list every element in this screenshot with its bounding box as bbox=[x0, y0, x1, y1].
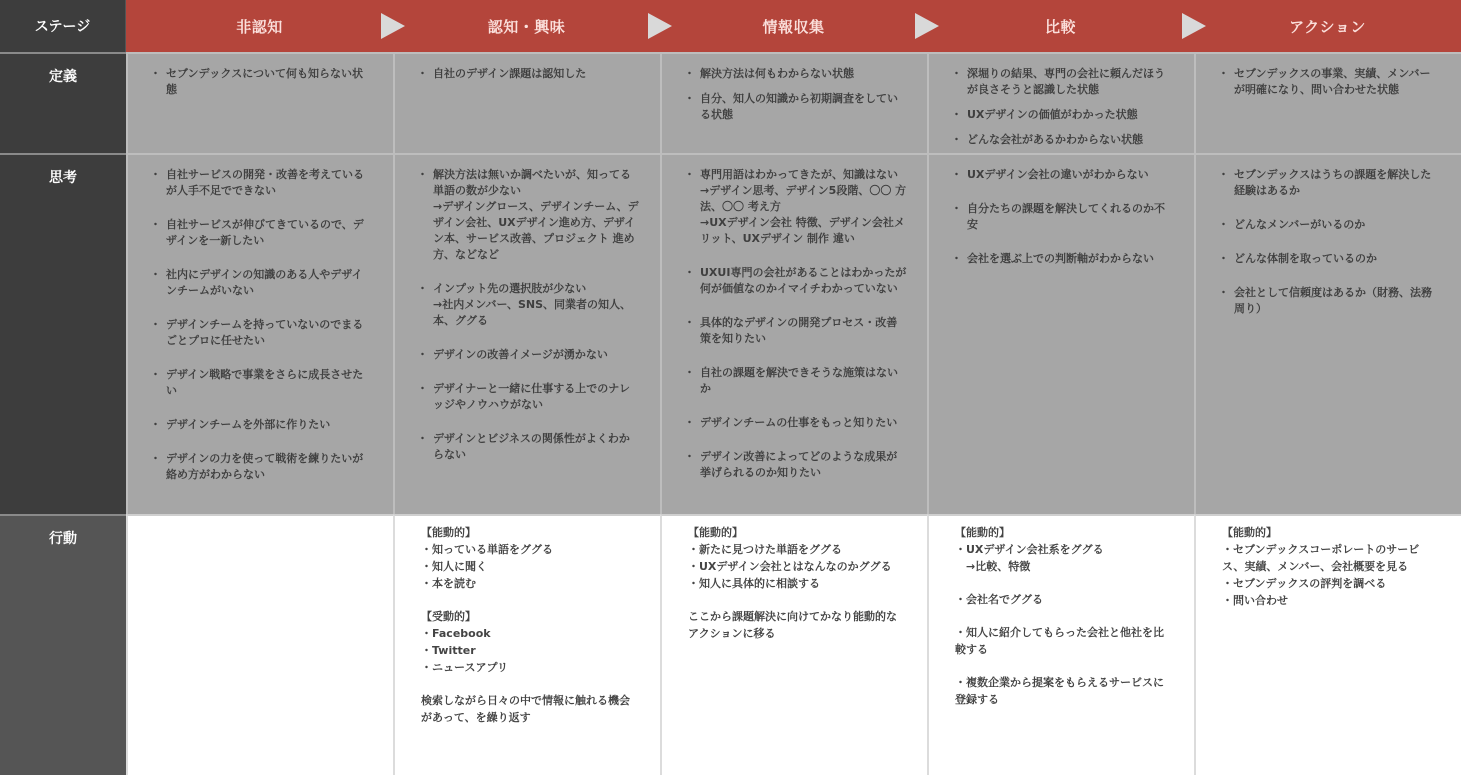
bullet-list bbox=[690, 167, 907, 481]
stage-arrow-icon bbox=[648, 13, 672, 39]
action-cell bbox=[1194, 514, 1461, 775]
bullet-item: ・ 会社を選ぶ上での判断軸がわからない bbox=[957, 251, 1174, 267]
definition-cell bbox=[393, 52, 660, 153]
bullet-item: ・ デザイン戦略で事業をさらに成長させたい bbox=[156, 367, 373, 399]
stage-header-5 bbox=[1194, 0, 1461, 52]
bullet-item: ・ UXデザインの価値がわかった状態 bbox=[957, 107, 1174, 123]
bullet-list bbox=[957, 66, 1174, 148]
bullet-item: ・ インプット先の選択肢が少ない →社内メンバー、SNS、同業者の知人、本、ググる bbox=[423, 281, 640, 329]
stage-title: 非認知 bbox=[236, 17, 283, 36]
action-cell bbox=[393, 514, 660, 775]
bullet-item: ・ セブンデックスについて何も知らない状態 bbox=[156, 66, 373, 98]
thinking-cell bbox=[126, 153, 393, 514]
row-label-thinking: 思考 bbox=[0, 153, 126, 514]
thinking-cell bbox=[1194, 153, 1461, 514]
bullet-item: ・ 自社の課題を解決できそうな施策はないか bbox=[690, 365, 907, 397]
bullet-item: ・ どんな体制を取っているのか bbox=[1224, 251, 1441, 267]
bullet-item: ・ 自社サービスが伸びてきているので、デザインを一新したい bbox=[156, 217, 373, 249]
bullet-item: ・ 解決方法は何もわからない状態 bbox=[690, 66, 907, 82]
row-label-action: 行動 bbox=[0, 514, 126, 775]
bullet-item: ・ UXUI専門の会社があることはわかったが何が価値なのかイマイチわかっていない bbox=[690, 265, 907, 297]
bullet-list bbox=[1224, 167, 1441, 317]
bullet-item: ・ デザインチームの仕事をもっと知りたい bbox=[690, 415, 907, 431]
bullet-item: ・ 自分たちの課題を解決してくれるのか不安 bbox=[957, 201, 1174, 233]
action-text: 【能動的】 ・セブンデックスコーポレートのサービス、実績、メンバー、会社概要を見る ・セブンデックスの評判を調べる ・問い合わせ bbox=[1222, 526, 1420, 607]
stage-title: アクション bbox=[1289, 17, 1366, 36]
action-text: 【能動的】 ・UXデザイン会社系をググる →比較、特徴 bbox=[955, 526, 1104, 573]
stage-header-2 bbox=[393, 0, 660, 52]
bullet-item: ・ セブンデックスはうちの課題を解決した経験はあるか bbox=[1224, 167, 1441, 199]
action-text: 【能動的】 ・知っている単語をググる ・知人に聞く ・本を読む bbox=[421, 526, 553, 590]
action-text: 【能動的】 ・新たに見つけた単語をググる ・UXデザイン会社とはなんなのかググる ・知人に具体的に相談する bbox=[688, 526, 892, 590]
bullet-item: ・ 自分、知人の知識から初期調査をしている状態 bbox=[690, 91, 907, 123]
stage-header-4 bbox=[927, 0, 1194, 52]
bullet-item: ・ デザインチームを持っていないのでまるごとプロに任せたい bbox=[156, 317, 373, 349]
bullet-list bbox=[423, 167, 640, 463]
stage-title: 情報収集 bbox=[762, 17, 825, 36]
stage-header-3 bbox=[660, 0, 927, 52]
bullet-item: ・ UXデザイン会社の違いがわからない bbox=[957, 167, 1174, 183]
action-text: ・会社名でググる bbox=[955, 593, 1043, 606]
bullet-list bbox=[156, 66, 373, 98]
stage-title: 比較 bbox=[1044, 17, 1076, 36]
definition-cell bbox=[126, 52, 393, 153]
bullet-list bbox=[156, 167, 373, 483]
bullet-item: ・ デザイン改善によってどのような成果が挙げられるのか知りたい bbox=[690, 449, 907, 481]
bullet-item: ・ 解決方法は無いか調べたいが、知ってる単語の数が少ない →デザイングロース、デザインチーム、デザイン会社、UXデザイン進め方、デザイン本、サービス改善、プロジェクト 進め方、などなど bbox=[423, 167, 640, 263]
row-label-definition: 定義 bbox=[0, 52, 126, 153]
bullet-item: ・ どんなメンバーがいるのか bbox=[1224, 217, 1441, 233]
bullet-item: ・ セブンデックスの事業、実績、メンバーが明確になり、問い合わせた状態 bbox=[1224, 66, 1441, 98]
thinking-cell bbox=[927, 153, 1194, 514]
bullet-item: ・ デザイナーと一緒に仕事する上でのナレッジやノウハウがない bbox=[423, 381, 640, 413]
bullet-item: ・ デザインとビジネスの関係性がよくわからない bbox=[423, 431, 640, 463]
bullet-item: ・ 自社のデザイン課題は認知した bbox=[423, 66, 640, 82]
bullet-item: ・ 自社サービスの開発・改善を考えているが人手不足でできない bbox=[156, 167, 373, 199]
bullet-item: ・ 専門用語はわかってきたが、知識はない →デザイン思考、デザイン5段階、〇〇 方法、〇〇 考え方 →UXデザイン会社 特徴、デザイン会社メリット、UXデザイン 制作 違い bbox=[690, 167, 907, 247]
stage-arrow-icon bbox=[915, 13, 939, 39]
definition-cell bbox=[660, 52, 927, 153]
thinking-cell bbox=[393, 153, 660, 514]
action-text: 【受動的】 ・Facebook ・Twitter ・ニュースアプリ bbox=[421, 610, 509, 674]
action-cell bbox=[660, 514, 927, 775]
action-text: ここから課題解決に向けてかなり能動的なアクションに移る bbox=[688, 610, 897, 640]
stage-arrow-icon bbox=[381, 13, 405, 39]
bullet-item: ・ デザインの力を使って戦術を練りたいが絡め方がわからない bbox=[156, 451, 373, 483]
action-text: 検索しながら日々の中で情報に触れる機会があって、を繰り返す bbox=[421, 694, 630, 724]
bullet-list bbox=[957, 167, 1174, 267]
bullet-item: ・ 会社として信頼度はあるか（財務、法務周り） bbox=[1224, 285, 1441, 317]
definition-cell bbox=[1194, 52, 1461, 153]
thinking-cell bbox=[660, 153, 927, 514]
bullet-list bbox=[690, 66, 907, 123]
bullet-item: ・ どんな会社があるかわからない状態 bbox=[957, 132, 1174, 148]
action-cell bbox=[927, 514, 1194, 775]
bullet-item: ・ 深堀りの結果、専門の会社に頼んだほうが良さそうと認識した状態 bbox=[957, 66, 1174, 98]
stage-arrow-icon bbox=[1182, 13, 1206, 39]
definition-cell bbox=[927, 52, 1194, 153]
bullet-list bbox=[1224, 66, 1441, 98]
bullet-item: ・ デザインの改善イメージが湧かない bbox=[423, 347, 640, 363]
bullet-list bbox=[423, 66, 640, 82]
bullet-item: ・ デザインチームを外部に作りたい bbox=[156, 417, 373, 433]
action-text: ・複数企業から提案をもらえるサービスに登録する bbox=[955, 676, 1164, 706]
action-cell bbox=[126, 514, 393, 775]
action-text: ・知人に紹介してもらった会社と他社を比較する bbox=[955, 626, 1164, 656]
stage-title: 認知・興味 bbox=[487, 17, 566, 36]
stage-header-1 bbox=[126, 0, 393, 52]
bullet-item: ・ 具体的なデザインの開発プロセス・改善策を知りたい bbox=[690, 315, 907, 347]
stage-header-label: ステージ bbox=[0, 0, 126, 52]
bullet-item: ・ 社内にデザインの知識のある人やデザインチームがいない bbox=[156, 267, 373, 299]
